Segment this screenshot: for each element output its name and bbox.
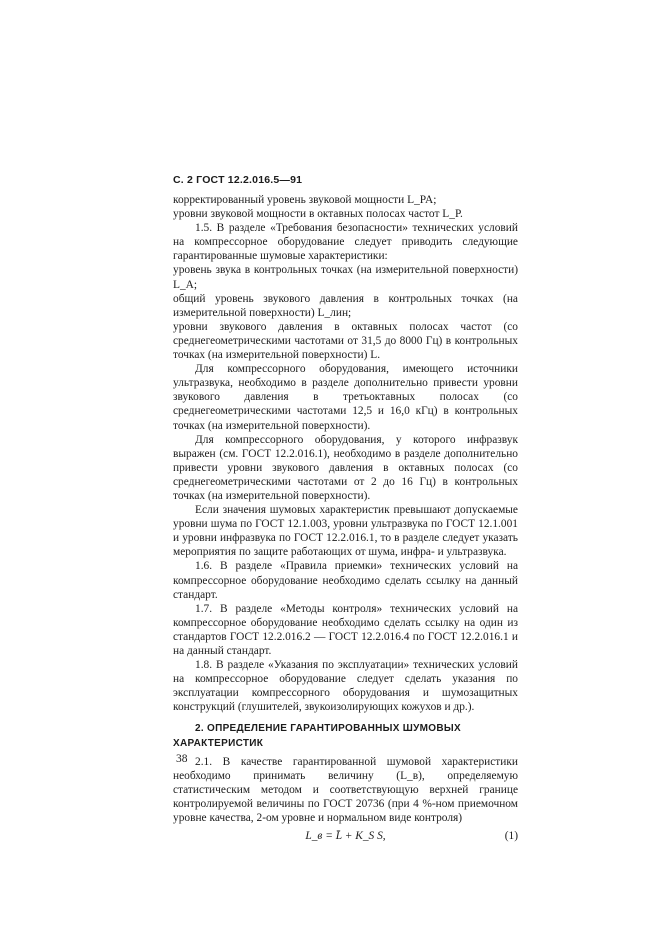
paragraph-1-7: 1.7. В разделе «Методы контроля» технических условий на компрессорное оборудование необходимо сделать ссылку на один из стандартов ГОСТ 12.2.016.2 — ГОСТ 12.2.016.4 по ГОСТ 12.2.016.1 и на данный стандарт. [173, 602, 518, 657]
paragraph-2-1: 2.1. В качестве гарантированной шумовой характеристики необходимо принимать величину (L_в), определяемую статистическим методом и соответствующую верхней границе контролируемой величины по ГОСТ 20736 (при 4 %-ном приемочном уровне качества, 2-ом уровне и нормальном виде контроля) [173, 755, 518, 825]
paragraph-ultrasound: Для компрессорного оборудования, имеющего источники ультразвука, необходимо в разделе дополнительно привести уровни звукового давления в третьоктавных полосах (со среднегеометрическими частотами 12,5 и 16,0 кГц) в контрольных точках (на измерительной поверхности). [173, 363, 518, 432]
formula: L_в = L̄ + K_S S, [305, 830, 386, 843]
formula-line [173, 829, 518, 843]
paragraph-la: уровень звука в контрольных точках (на измерительной поверхности) L_A; [173, 264, 518, 291]
paragraph-pa: корректированный уровень звуковой мощности L_PA; [173, 194, 437, 206]
paragraph-exceed: Если значения шумовых характеристик превышают допускаемые уровни шума по ГОСТ 12.1.003, уровни ультразвука по ГОСТ 12.1.001 и уровни инфразвука по ГОСТ 12.2.016.1, то в разделе следует указать мероприятия по защите работающих от шума, инфра- и ультразвука. [173, 504, 518, 559]
section-2-heading: 2. ОПРЕДЕЛЕНИЕ ГАРАНТИРОВАННЫХ ШУМОВЫХ ХАРАКТЕРИСТИК [173, 723, 461, 749]
document-body [173, 193, 518, 843]
page-header: С. 2 ГОСТ 12.2.016.5—91 [173, 174, 303, 186]
paragraph-llin: общий уровень звукового давления в контрольных точках (на измерительной поверхности) L_лин; [173, 292, 518, 319]
paragraph-1-8: 1.8. В разделе «Указания по эксплуатации» технических условий на компрессорное оборудование следует сделать указания по эксплуатации компрессорного оборудования и шумозащитных конструкций (глушителей, звукоизолирующих кожухов и др.). [173, 659, 518, 714]
paragraph-lp: уровни звуковой мощности в октавных полосах частот L_P. [173, 208, 463, 221]
page-number: 38 [176, 753, 188, 765]
formula-number: (1) [504, 830, 518, 843]
paragraph-1-5: 1.5. В разделе «Требования безопасности» технических условий на компрессорное оборудование следует приводить следующие гарантированные шумовые характеристики: [173, 222, 518, 263]
paragraph-1-6: 1.6. В разделе «Правила приемки» технических условий на компрессорное оборудование необходимо сделать ссылку на данный стандарт. [173, 560, 518, 601]
paragraph-infrasound: Для компрессорного оборудования, у которого инфразвук выражен (см. ГОСТ 12.2.016.1), необходимо в разделе дополнительно привести уровни звукового давления в октавных полосах (со среднегеометрическими частотами от 2 до 16 Гц) в контрольных точках (на измерительной поверхности). [173, 433, 518, 502]
paragraph-octave: уровни звукового давления в октавных полосах частот (со среднегеометрическими частотами от 31,5 до 8000 Гц) в контрольных точках (на измерительной поверхности) L. [173, 320, 518, 362]
